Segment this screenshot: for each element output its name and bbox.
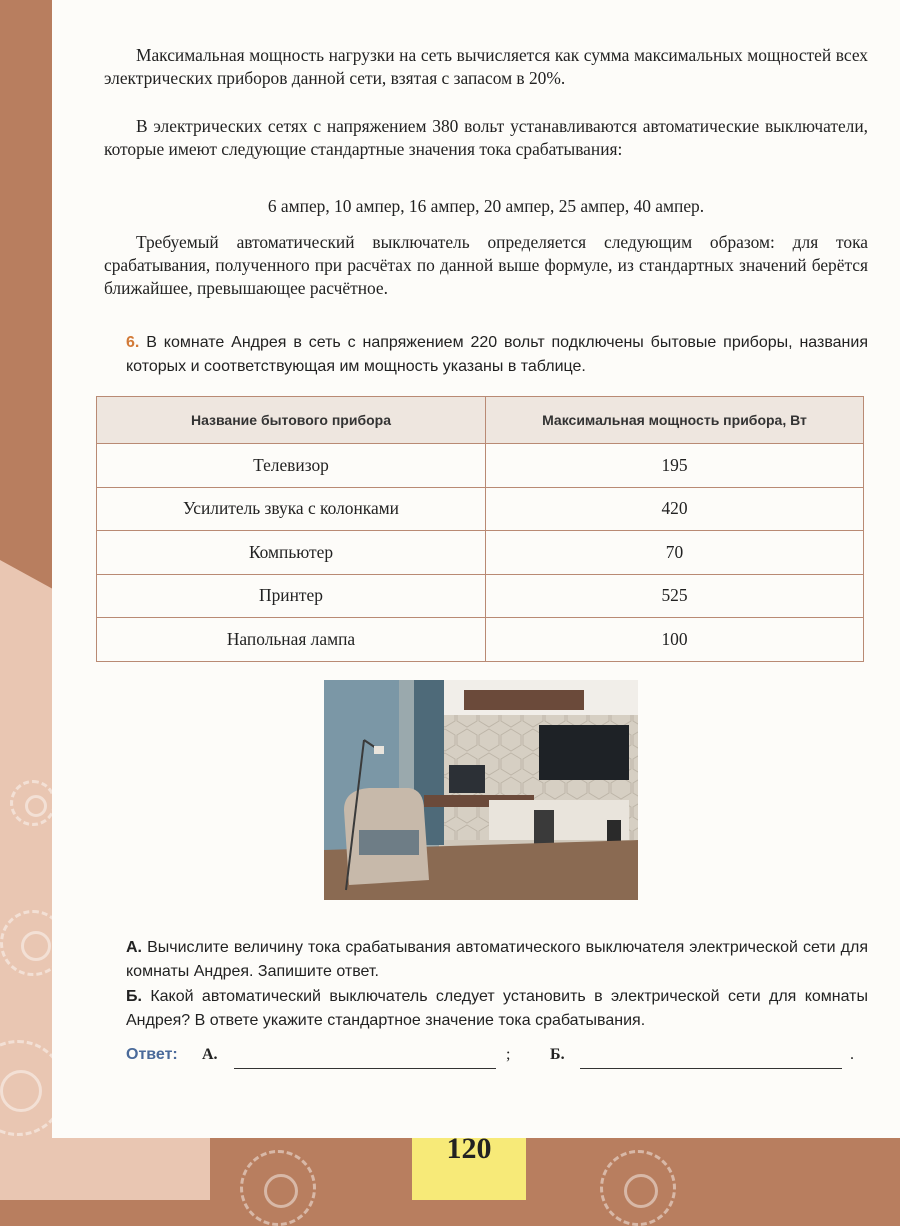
task-number: 6. bbox=[126, 334, 140, 351]
question-a-text: Вычислите величину тока срабатывания автоматического выключателя электрической сети для комнаты Андрея. Запишите ответ. bbox=[126, 939, 869, 980]
appliance-power: 195 bbox=[486, 444, 864, 488]
paragraph-selection-rule: Требуемый автоматический выключатель определяется следующим образом: для тока срабатывания, полученного при расчётах по данной выше формуле, из стандартных значений берётся ближайшее, превышающее расчётное. bbox=[104, 232, 868, 298]
appliance-power: 420 bbox=[486, 487, 864, 531]
answer-b-label: Б. bbox=[550, 1046, 565, 1063]
answer-a-label: А. bbox=[202, 1046, 218, 1063]
column-header-power: Максимальная мощность прибора, Вт bbox=[486, 397, 864, 444]
table-header-row bbox=[97, 397, 864, 444]
table-row bbox=[97, 487, 864, 531]
gear-icon bbox=[240, 1150, 316, 1226]
gear-icon bbox=[10, 780, 56, 826]
table-row bbox=[97, 618, 864, 662]
answer-end: . bbox=[850, 1046, 854, 1063]
question-a bbox=[126, 936, 868, 983]
appliance-name: Телевизор bbox=[97, 444, 486, 488]
page-number: 120 bbox=[446, 1132, 492, 1165]
room-illustration-svg bbox=[324, 680, 638, 900]
appliance-table bbox=[96, 396, 864, 662]
appliance-name: Компьютер bbox=[97, 531, 486, 575]
appliance-power: 525 bbox=[486, 574, 864, 618]
appliance-name: Принтер bbox=[97, 574, 486, 618]
appliance-name: Напольная лампа bbox=[97, 618, 486, 662]
answer-separator: ; bbox=[506, 1046, 511, 1063]
answer-a-field[interactable] bbox=[234, 1068, 496, 1069]
task-statement bbox=[126, 331, 868, 378]
answer-section bbox=[126, 1046, 868, 1072]
room-illustration bbox=[324, 680, 638, 900]
question-a-label: А. bbox=[126, 939, 142, 956]
table-row bbox=[97, 531, 864, 575]
appliance-name: Усилитель звука с колонками bbox=[97, 487, 486, 531]
column-header-name: Название бытового прибора bbox=[97, 397, 486, 444]
appliance-power: 100 bbox=[486, 618, 864, 662]
paragraph-max-power: Максимальная мощность нагрузки на сеть вычисляется как сумма максимальных мощностей всех электрических приборов данной сети, взятая с запасом в 20%. bbox=[104, 45, 868, 88]
table-row bbox=[97, 444, 864, 488]
answer-b-field[interactable] bbox=[580, 1068, 842, 1069]
paragraph-breakers: В электрических сетях с напряжением 380 вольт устанавливаются автоматические выключатели, которые имеют следующие стандартные значения тока срабатывания: bbox=[104, 116, 868, 159]
answer-label: Ответ: bbox=[126, 1046, 178, 1063]
appliance-power: 70 bbox=[486, 531, 864, 575]
question-b bbox=[126, 985, 868, 1032]
table-row bbox=[97, 574, 864, 618]
standard-currents: 6 ампер, 10 ампер, 16 ампер, 20 ампер, 25 ампер, 40 ампер. bbox=[267, 196, 705, 216]
question-b-label: Б. bbox=[126, 988, 142, 1005]
gear-icon bbox=[600, 1150, 676, 1226]
task-text: В комнате Андрея в сеть с напряжением 220 вольт подключены бытовые приборы, названия которых и соответствующая им мощность указаны в таблице. bbox=[126, 334, 868, 375]
question-b-text: Какой автоматический выключатель следует установить в электрической сети для комнаты Андрея? В ответе укажите стандартное значение тока срабатывания. bbox=[126, 988, 868, 1029]
